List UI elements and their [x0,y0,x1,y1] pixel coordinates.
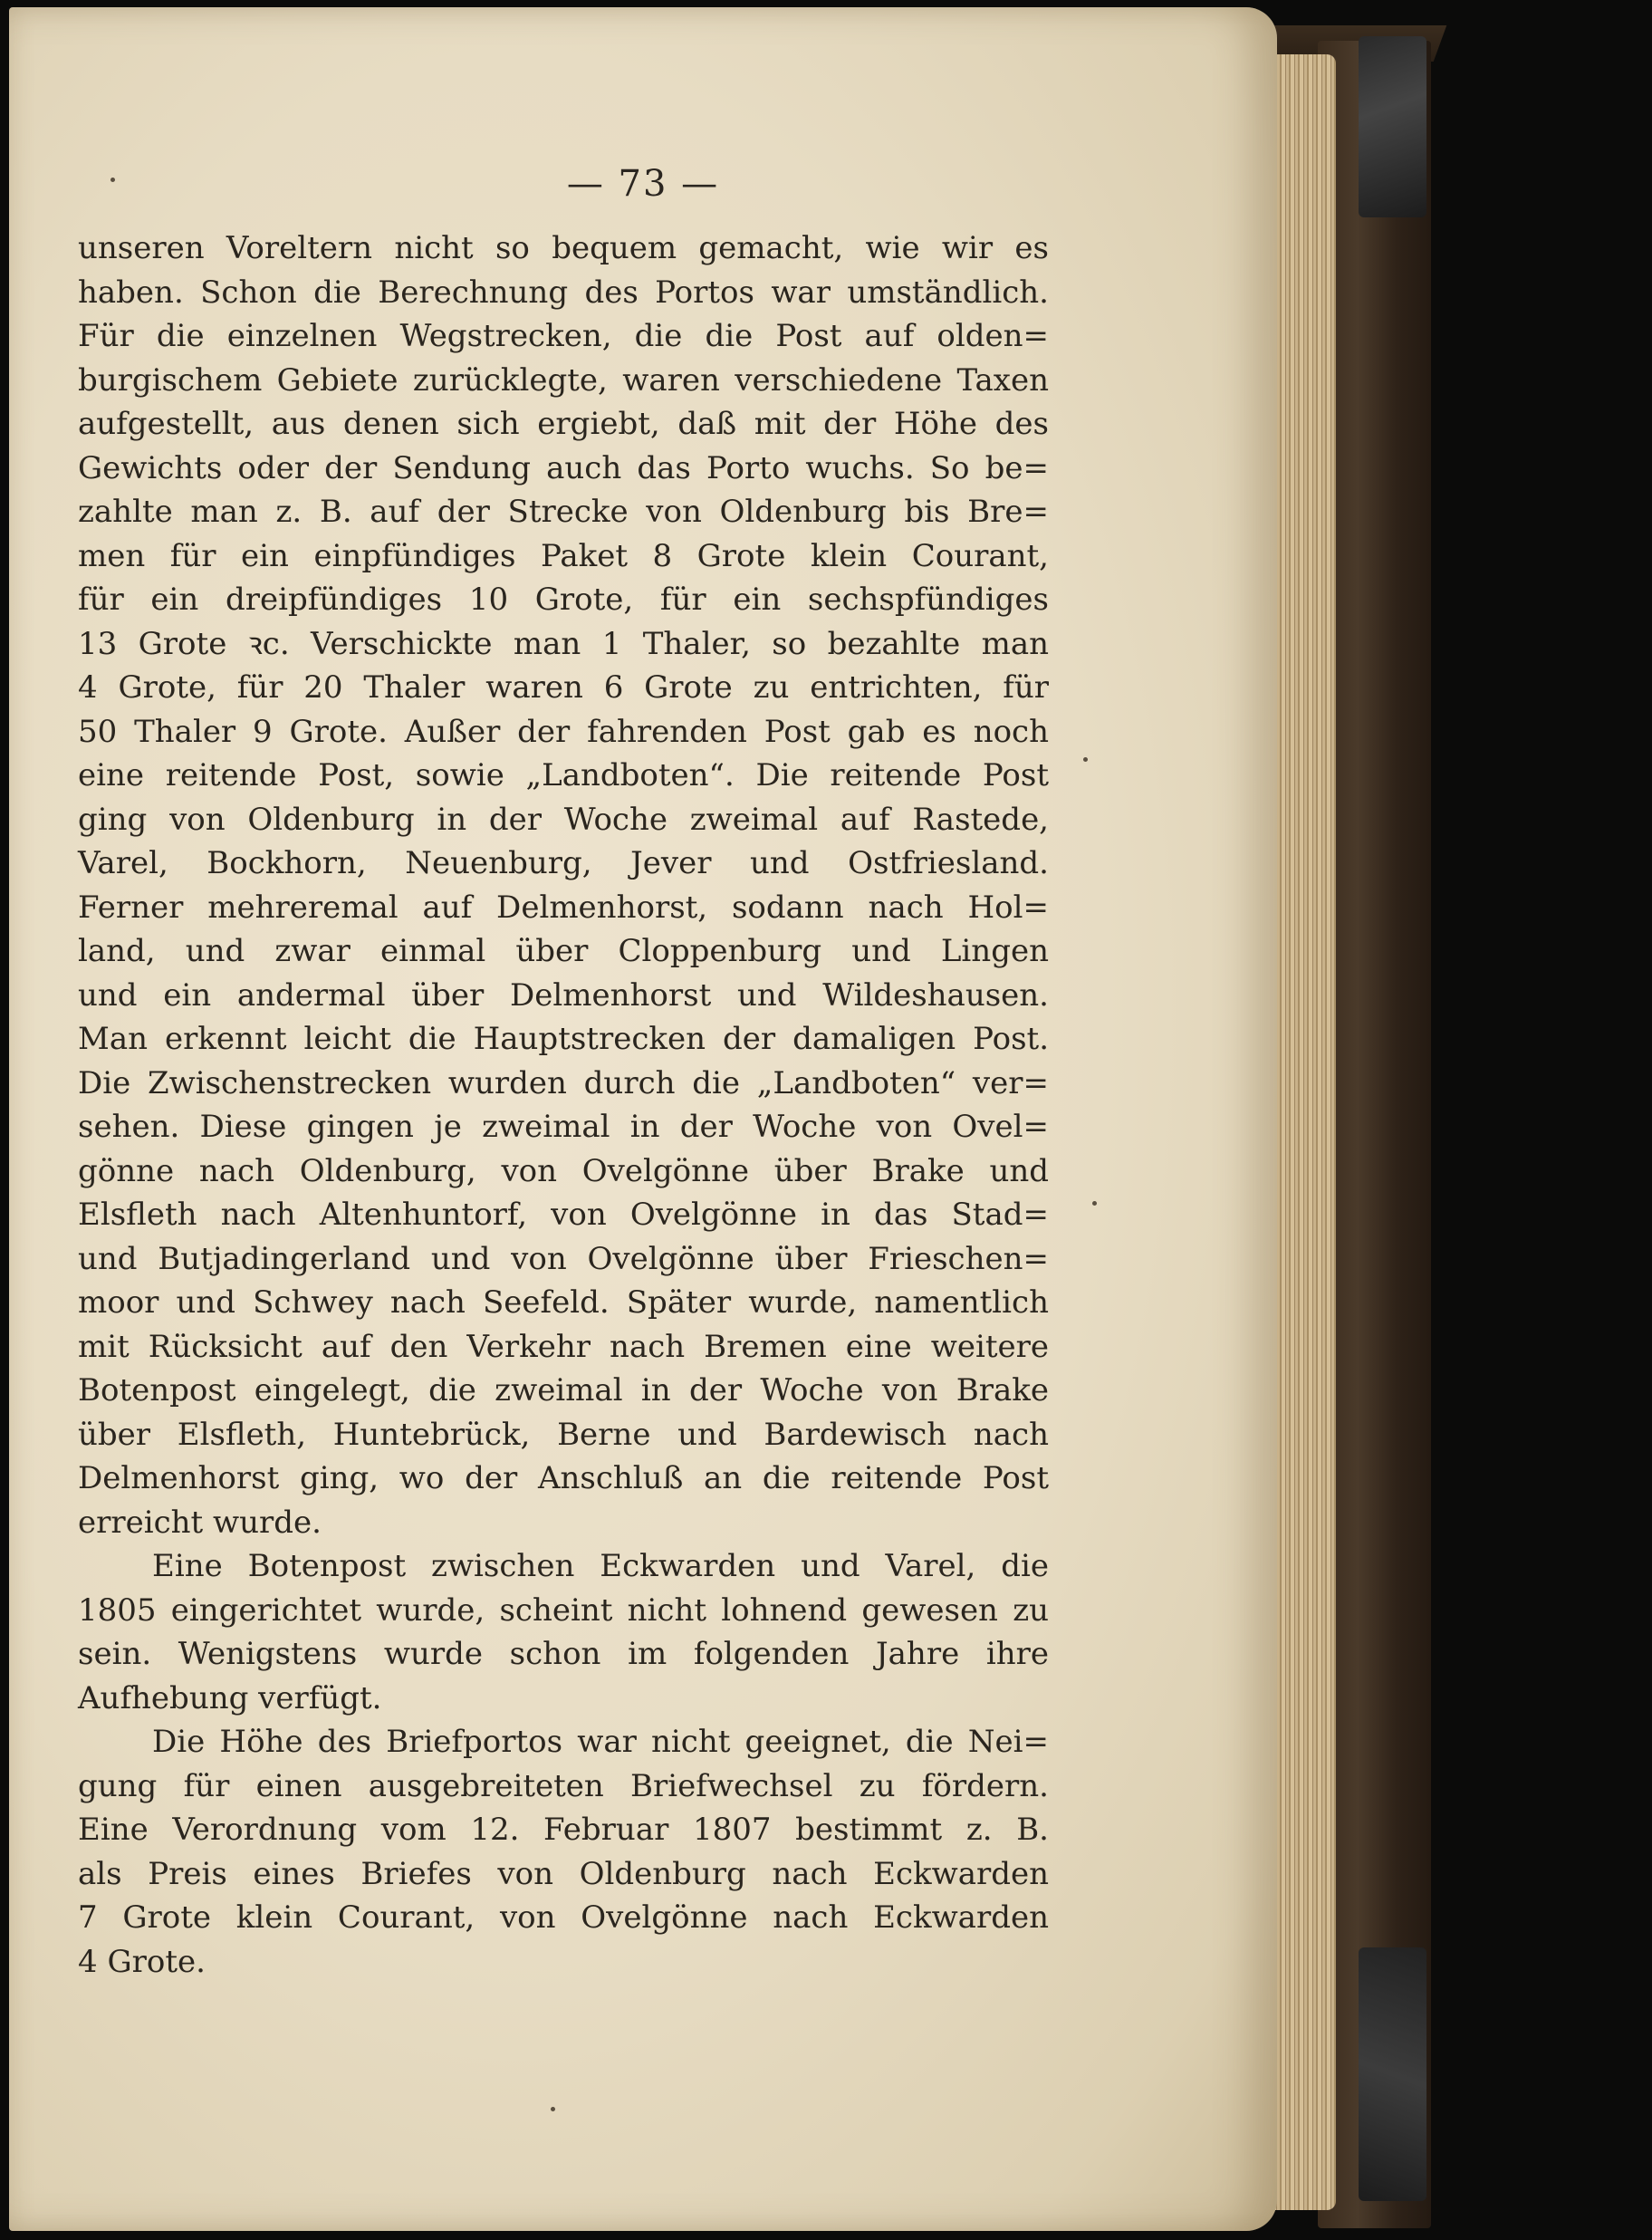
text-line: haben. Schon die Berechnung des Portos war umständlich. [78,274,1049,311]
text-line: zahlte man z. B. auf der Strecke von Oldenburg bis Bre= [78,494,1049,530]
text-line: 7 Grote klein Courant, von Ovelgönne nach Eckwarden [78,1899,1049,1936]
text-line: erreicht wurde. [78,1504,322,1541]
text-line: 4 Grote. [78,1943,206,1980]
text-line: und ein andermal über Delmenhorst und Wildeshausen. [78,976,1049,1014]
paper-speck [551,2107,555,2111]
book-page [9,7,1277,2231]
text-line: sehen. Diese gingen je zweimal in der Woche von Ovel= [78,1109,1049,1145]
text-line: Botenpost eingelegt, die zweimal in der Woche von Brake [78,1372,1049,1408]
text-line: Ferner mehreremal auf Delmenhorst, sodann nach Hol= [78,889,1049,926]
text-line: Die Zwischenstrecken wurden durch die „Landboten“ ver= [78,1064,1049,1101]
text-line: eine reitende Post, sowie „Landboten“. Die reitende Post [78,757,1049,793]
text-line: land, und zwar einmal über Cloppenburg und Lingen [78,933,1049,969]
text-line: über Elsfleth, Huntebrück, Berne und Bardewisch nach [78,1416,1049,1453]
text-line: und Butjadingerland und von Ovelgönne über Frieschen= [78,1240,1049,1277]
page-number: — 73 — [566,163,720,205]
text-line: Für die einzelnen Wegstrecken, die die Post auf olden= [78,318,1049,354]
text-line: men für ein einpfündiges Paket 8 Grote klein Courant, [78,537,1049,574]
text-line: burgischem Gebiete zurücklegte, waren verschiedene Taxen [78,361,1049,399]
text-line: Aufhebung verfügt. [78,1679,382,1716]
text-line: als Preis eines Briefes von Oldenburg nach Eckwarden [78,1855,1049,1892]
cover-corner-top [1359,36,1426,217]
text-line: für ein dreipfündiges 10 Grote, für ein sechspfündiges [78,582,1049,618]
text-line: Delmenhorst ging, wo der Anschluß an die reitende Post [78,1460,1049,1496]
text-line: Gewichts oder der Sendung auch das Porto wuchs. So be= [78,449,1049,486]
page-text [78,226,1049,1984]
cover-corner-bottom [1359,1947,1426,2201]
text-line: Man erkennt leicht die Hauptstrecken der damaligen Post. [78,1021,1049,1057]
text-line: moor und Schwey nach Seefeld. Später wurde, namentlich [78,1284,1049,1321]
text-line: Varel, Bockhorn, Neuenburg, Jever und Ostfriesland. [78,845,1049,881]
text-line: 4 Grote, für 20 Thaler waren 6 Grote zu entrichten, für [78,669,1049,706]
text-line: 1805 eingerichtet wurde, scheint nicht lohnend gewesen zu [78,1591,1049,1629]
text-line: mit Rücksicht auf den Verkehr nach Bremen eine weitere [78,1328,1049,1365]
text-line: 50 Thaler 9 Grote. Außer der fahrenden Post gab es noch [78,713,1049,750]
text-line: Eine Botenpost zwischen Eckwarden und Varel, die [152,1548,1049,1584]
text-line: aufgestellt, aus denen sich ergiebt, daß mit der Höhe des [78,406,1049,442]
text-line: ging von Oldenburg in der Woche zweimal auf Rastede, [78,801,1049,838]
paper-speck [1083,757,1088,762]
text-line: Die Höhe des Briefportos war nicht geeignet, die Nei= [152,1724,1049,1760]
paper-speck [110,178,115,182]
text-line: gönne nach Oldenburg, von Ovelgönne über Brake und [78,1152,1049,1189]
text-line: sein. Wenigstens wurde schon im folgenden Jahre ihre [78,1636,1049,1672]
text-line: Eine Verordnung vom 12. Februar 1807 bestimmt z. B. [78,1812,1049,1848]
paper-speck [1092,1201,1097,1206]
text-line: gung für einen ausgebreiteten Briefwechsel zu fördern. [78,1767,1049,1804]
text-line: unseren Voreltern nicht so bequem gemacht, wie wir es [78,230,1049,266]
text-line: 13 Grote ꝛc. Verschickte man 1 Thaler, so bezahlte man [78,625,1049,662]
text-line: Elsfleth nach Altenhuntorf, von Ovelgönne in das Stad= [78,1197,1049,1233]
